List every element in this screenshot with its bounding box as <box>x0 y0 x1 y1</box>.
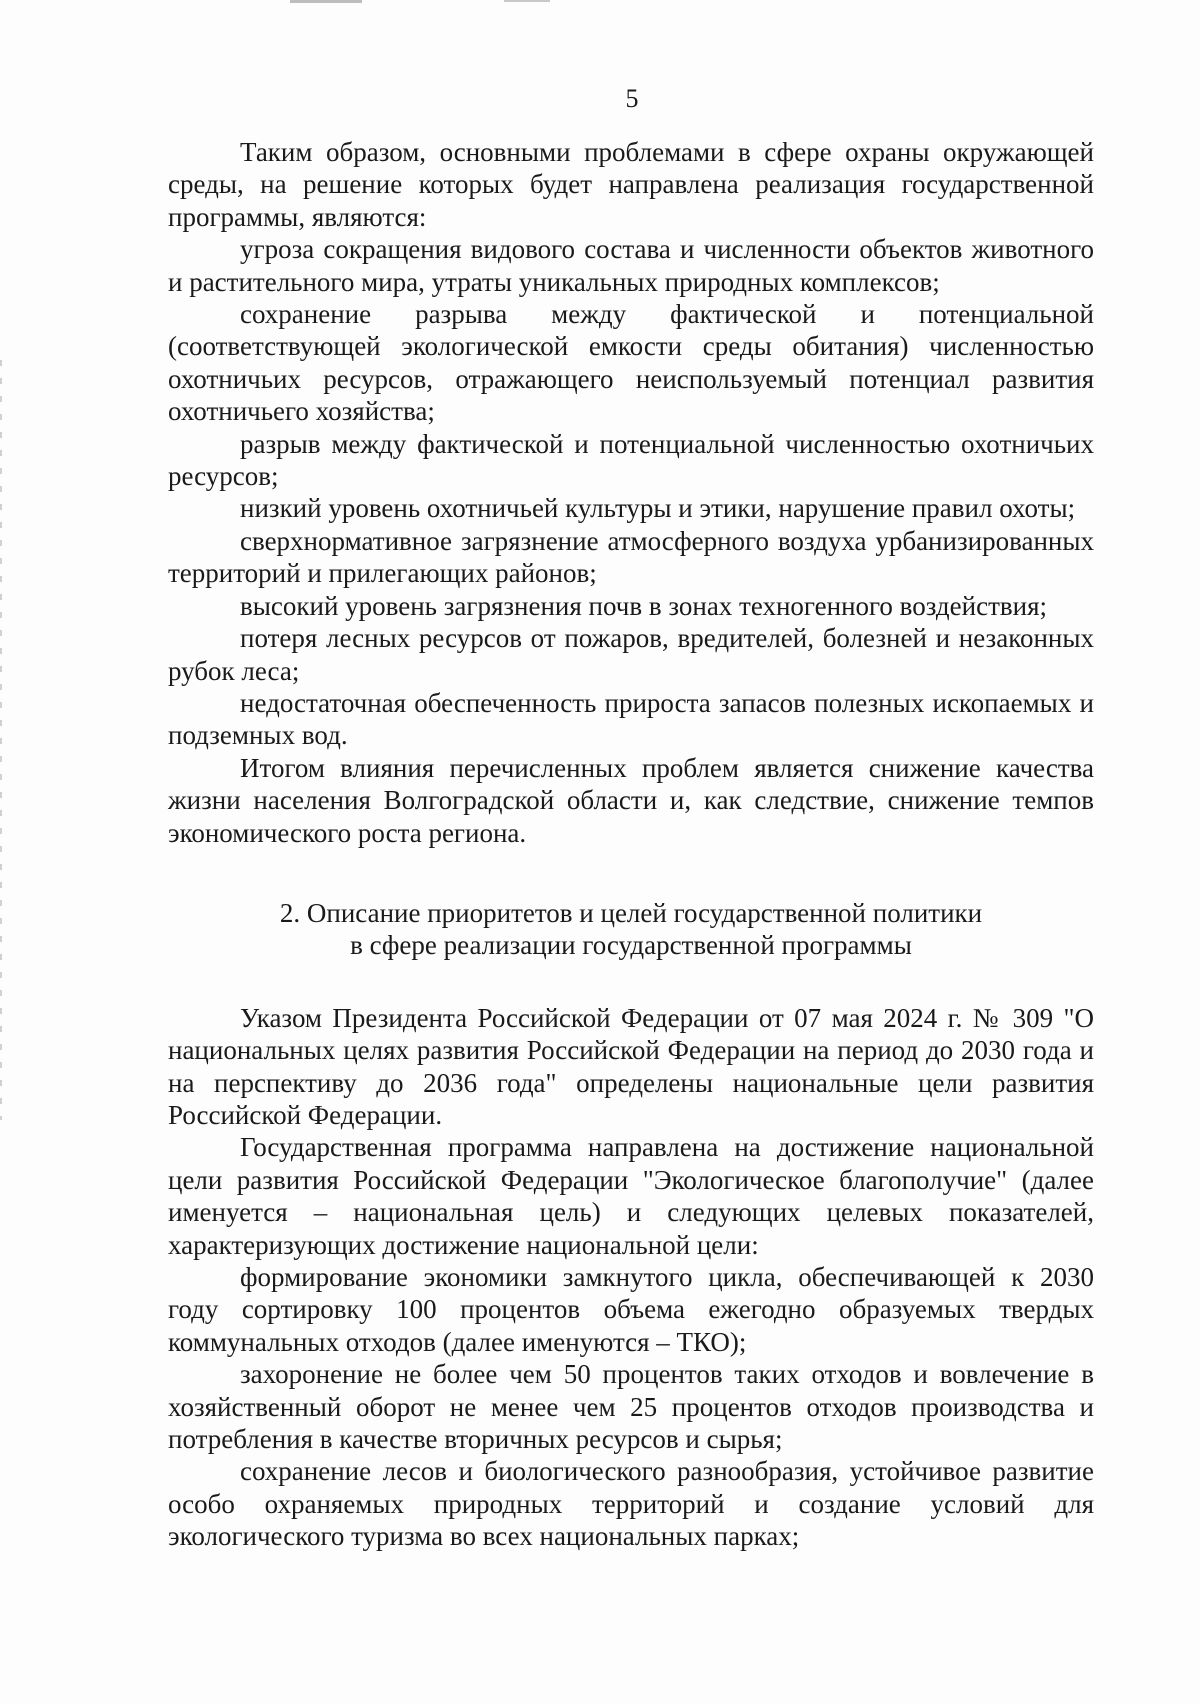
section-heading-line: 2. Описание приоритетов и целей государственной политики <box>279 897 983 928</box>
paragraph: захоронение не более чем 50 процентов таких отходов и вовлечение в хозяйственный оборот не менее чем 25 процентов отходов производства и потребления в качестве вторичных ресурсов и сырья; <box>168 1359 1094 1455</box>
scan-artifact <box>0 360 2 1120</box>
paragraph: Итогом влияния перечисленных проблем является снижение качества жизни населения Волгоградской области и, как следствие, снижение темпов экономического роста региона. <box>168 752 1094 848</box>
section-heading-line: в сфере реализации государственной программы <box>350 930 912 961</box>
paragraph: сохранение разрыва между фактической и потенциальной (соответствующей экологической емкости среды обитания) численностью охотничьих ресурсов, отражающего неиспользуемый потенциал развития охотничьего хозяйства; <box>168 299 1094 427</box>
section-heading <box>168 897 1094 962</box>
paragraph: недостаточная обеспеченность прироста запасов полезных ископаемых и подземных вод. <box>168 687 1094 751</box>
paragraph: угроза сокращения видового состава и численности объектов животного и растительного мира, утраты уникальных природных комплексов; <box>168 234 1094 297</box>
page-number: 5 <box>625 84 639 113</box>
paragraph: низкий уровень охотничьей культуры и этики, нарушение правил охоты; <box>240 493 1076 524</box>
scan-artifact <box>504 0 550 2</box>
paragraph: высокий уровень загрязнения почв в зонах техногенного воздействия; <box>240 590 1047 621</box>
paragraph: формирование экономики замкнутого цикла, обеспечивающей к 2030 году сортировку 100 процентов объема ежегодно образуемых твердых коммунальных отходов (далее именуются – ТКО); <box>168 1262 1094 1357</box>
paragraph: сохранение лесов и биологического разнообразия, устойчивое развитие особо охраняемых природных территорий и создание условий для экологического туризма во всех национальных парках; <box>168 1456 1094 1552</box>
paragraph: Указом Президента Российской Федерации от 07 мая 2024 г. № 309 "О национальных целях развития Российской Федерации на период до 2030 года и на перспективу до 2036 года" определены национальные цели развития Российской Федерации. <box>168 1002 1094 1130</box>
paragraph: потеря лесных ресурсов от пожаров, вредителей, болезней и незаконных рубок леса; <box>168 623 1094 686</box>
paragraph: Государственная программа направлена на достижение национальной цели развития Российской Федерации "Экологическое благополучие" (далее именуется – национальная цель) и следующих целевых показателей, характеризующих достижение национальной цели: <box>168 1132 1094 1260</box>
paragraph: Таким образом, основными проблемами в сфере охраны окружающей среды, на решение которых будет направлена реализация государственной программы, являются: <box>168 137 1094 232</box>
paragraph: сверхнормативное загрязнение атмосферного воздуха урбанизированных территорий и прилегающих районов; <box>168 525 1094 589</box>
scan-artifact <box>290 0 362 3</box>
document-body <box>168 136 1094 1553</box>
paragraph: разрыв между фактической и потенциальной численностью охотничьих ресурсов; <box>168 428 1094 492</box>
